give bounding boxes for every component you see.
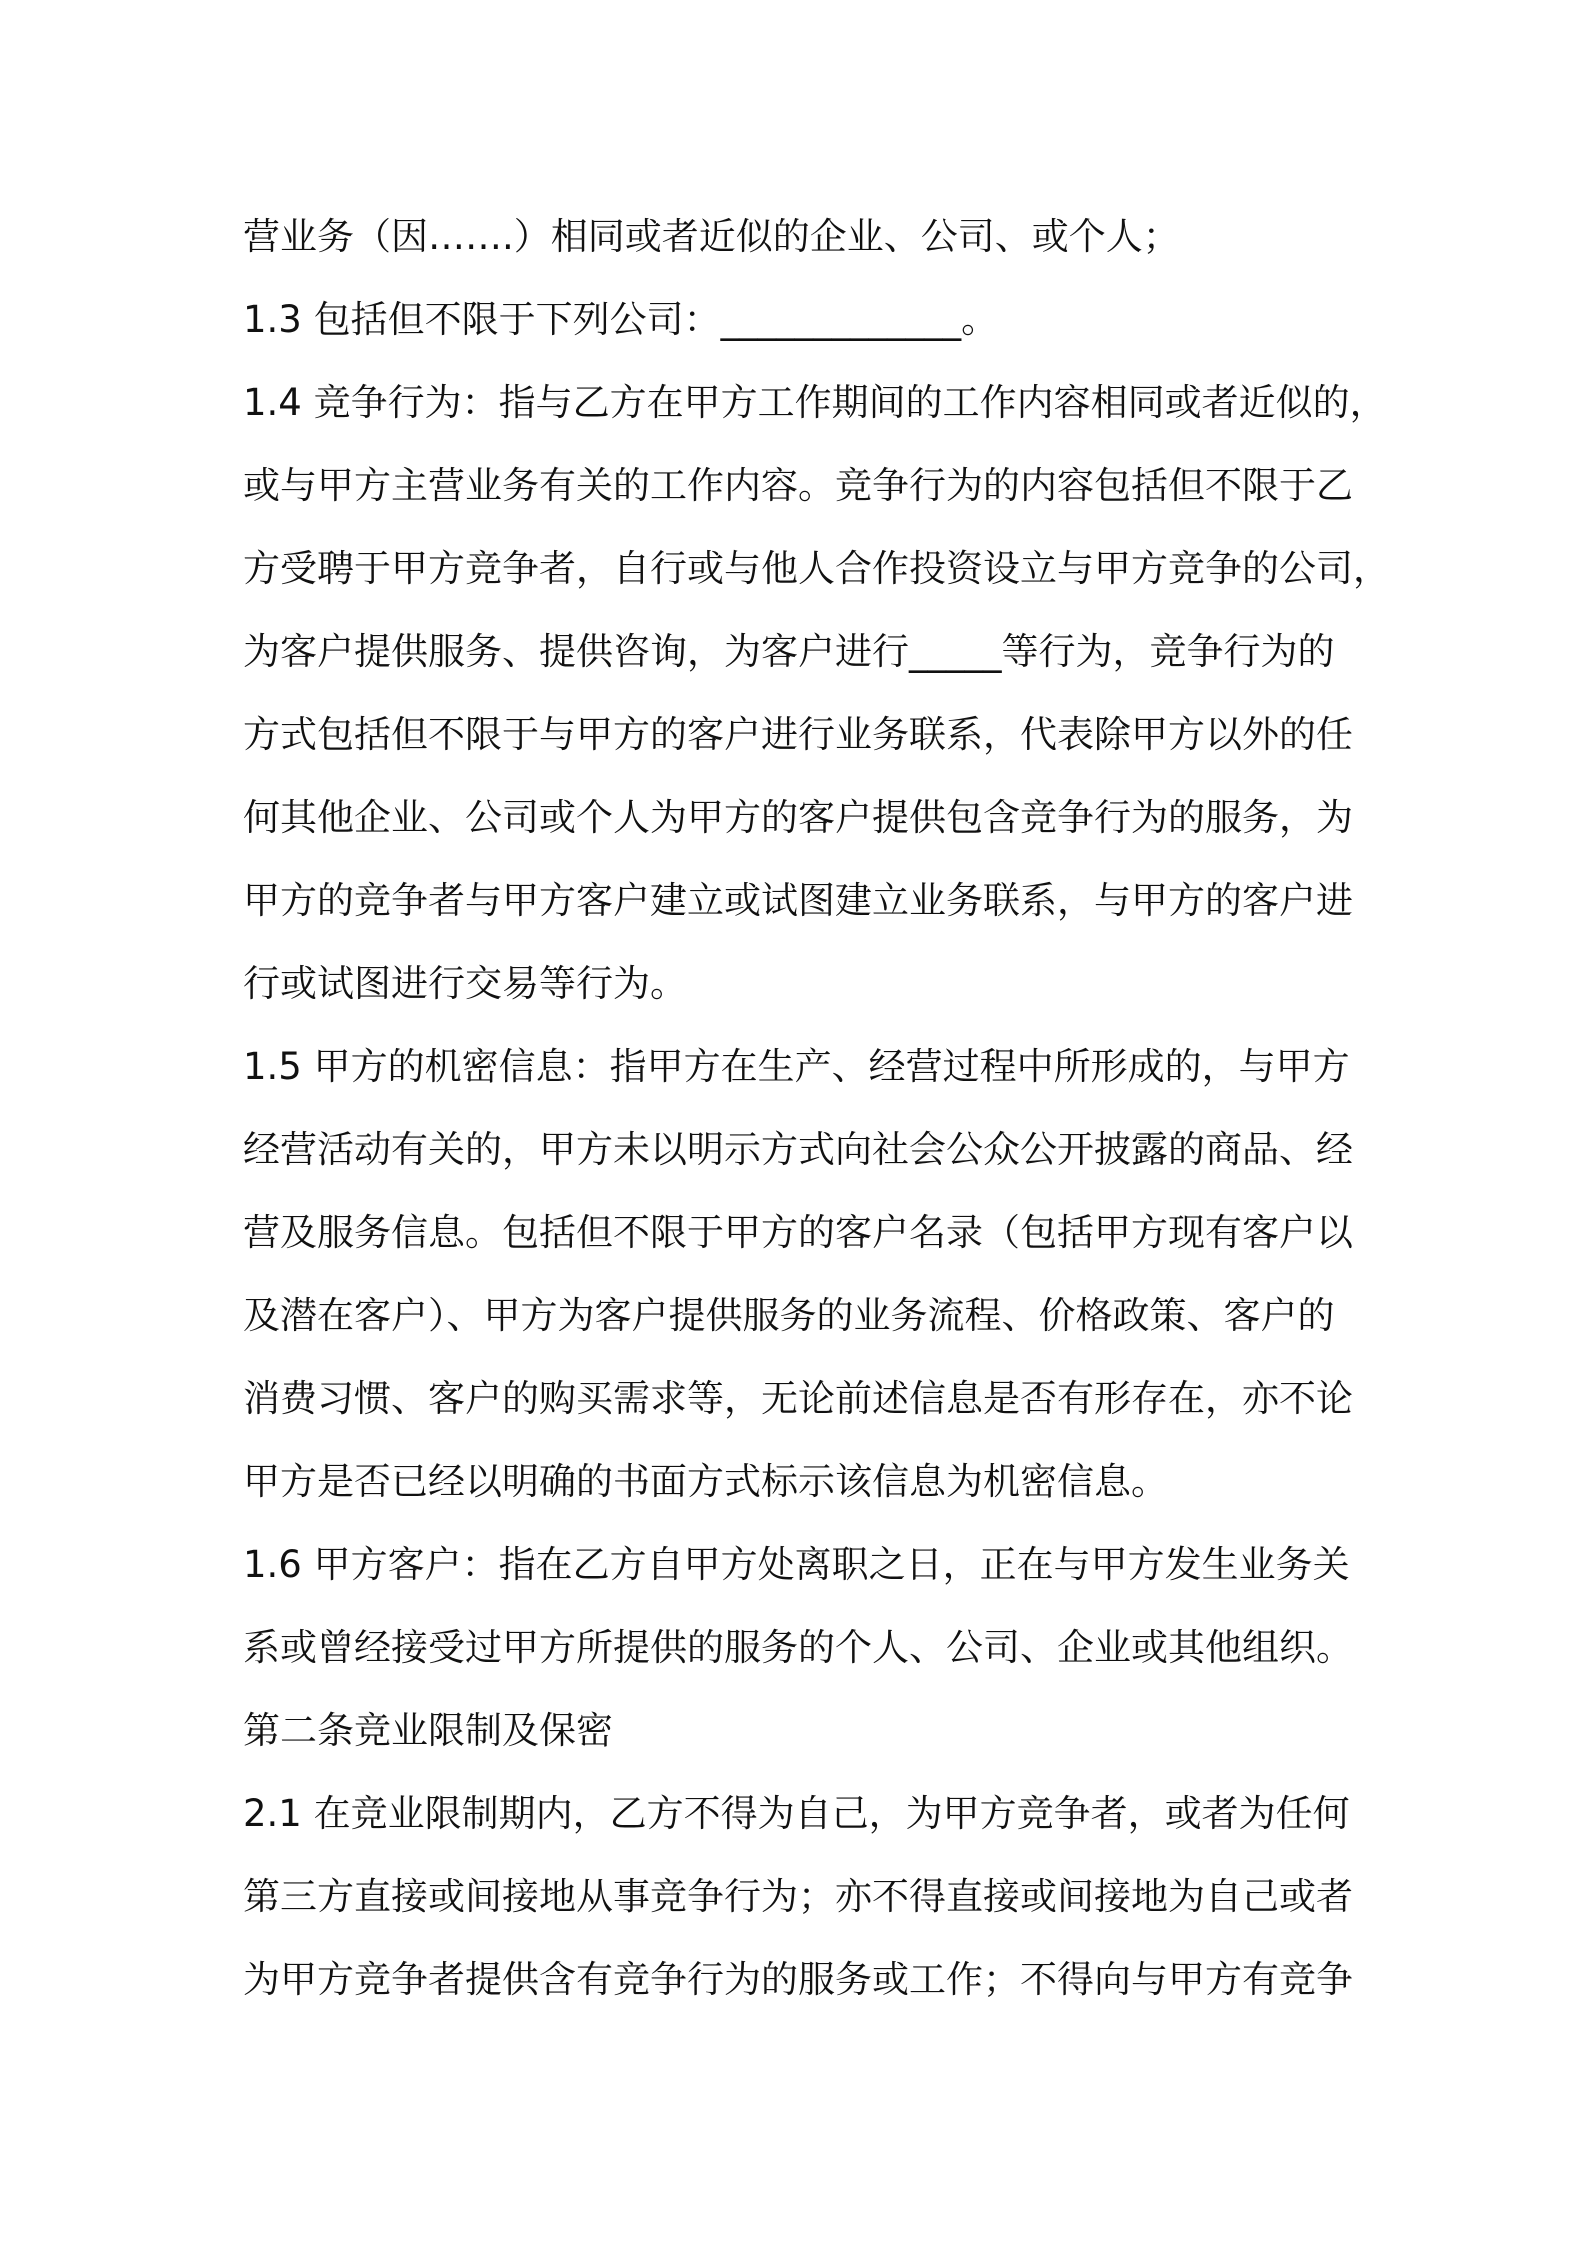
text-line: 甲方的竞争者与甲方客户建立或试图建立业务联系，与甲方的客户进 <box>243 879 1353 922</box>
text-line: 方式包括但不限于与甲方的客户进行业务联系，代表除甲方以外的任 <box>243 713 1353 756</box>
text-line: 1.3 包括但不限于下列公司：_____________。 <box>243 298 999 341</box>
text-line: 营及服务信息。包括但不限于甲方的客户名录（包括甲方现有客户以 <box>243 1211 1353 1254</box>
text-line: 1.6 甲方客户：指在乙方自甲方处离职之日，正在与甲方发生业务关 <box>243 1543 1350 1586</box>
text-line: 系或曾经接受过甲方所提供的服务的个人、公司、企业或其他组织。 <box>243 1626 1353 1669</box>
text-line: 1.4 竞争行为：指与乙方在甲方工作期间的工作内容相同或者近似的， <box>243 381 1387 424</box>
text-line: 何其他企业、公司或个人为甲方的客户提供包含竞争行为的服务，为 <box>243 796 1353 839</box>
text-line: 或与甲方主营业务有关的工作内容。竞争行为的内容包括但不限于乙 <box>243 464 1353 507</box>
text-line: 为客户提供服务、提供咨询，为客户进行_____等行为，竞争行为的 <box>243 630 1335 673</box>
text-line: 方受聘于甲方竞争者，自行或与他人合作投资设立与甲方竞争的公司， <box>243 547 1390 590</box>
document-body <box>243 195 1390 2021</box>
text-line: 第三方直接或间接地从事竞争行为；亦不得直接或间接地为自己或者 <box>243 1875 1353 1918</box>
text-line: 及潜在客户）、甲方为客户提供服务的业务流程、价格政策、客户的 <box>243 1294 1335 1337</box>
section-heading: 第二条竞业限制及保密 <box>243 1709 613 1752</box>
text-line: 消费习惯、客户的购买需求等，无论前述信息是否有形存在，亦不论 <box>243 1377 1353 1420</box>
text-line: 营业务（因…….）相同或者近似的企业、公司、或个人； <box>243 215 1180 258</box>
text-line: 2.1 在竞业限制期内，乙方不得为自己，为甲方竞争者，或者为任何 <box>243 1792 1350 1835</box>
text-line: 为甲方竞争者提供含有竞争行为的服务或工作；不得向与甲方有竞争 <box>243 1958 1353 2001</box>
text-line: 1.5 甲方的机密信息：指甲方在生产、经营过程中所形成的，与甲方 <box>243 1045 1350 1088</box>
text-line: 行或试图进行交易等行为。 <box>243 962 687 1005</box>
text-line: 经营活动有关的，甲方未以明示方式向社会公众公开披露的商品、经 <box>243 1128 1353 1171</box>
text-line: 甲方是否已经以明确的书面方式标示该信息为机密信息。 <box>243 1460 1168 1503</box>
